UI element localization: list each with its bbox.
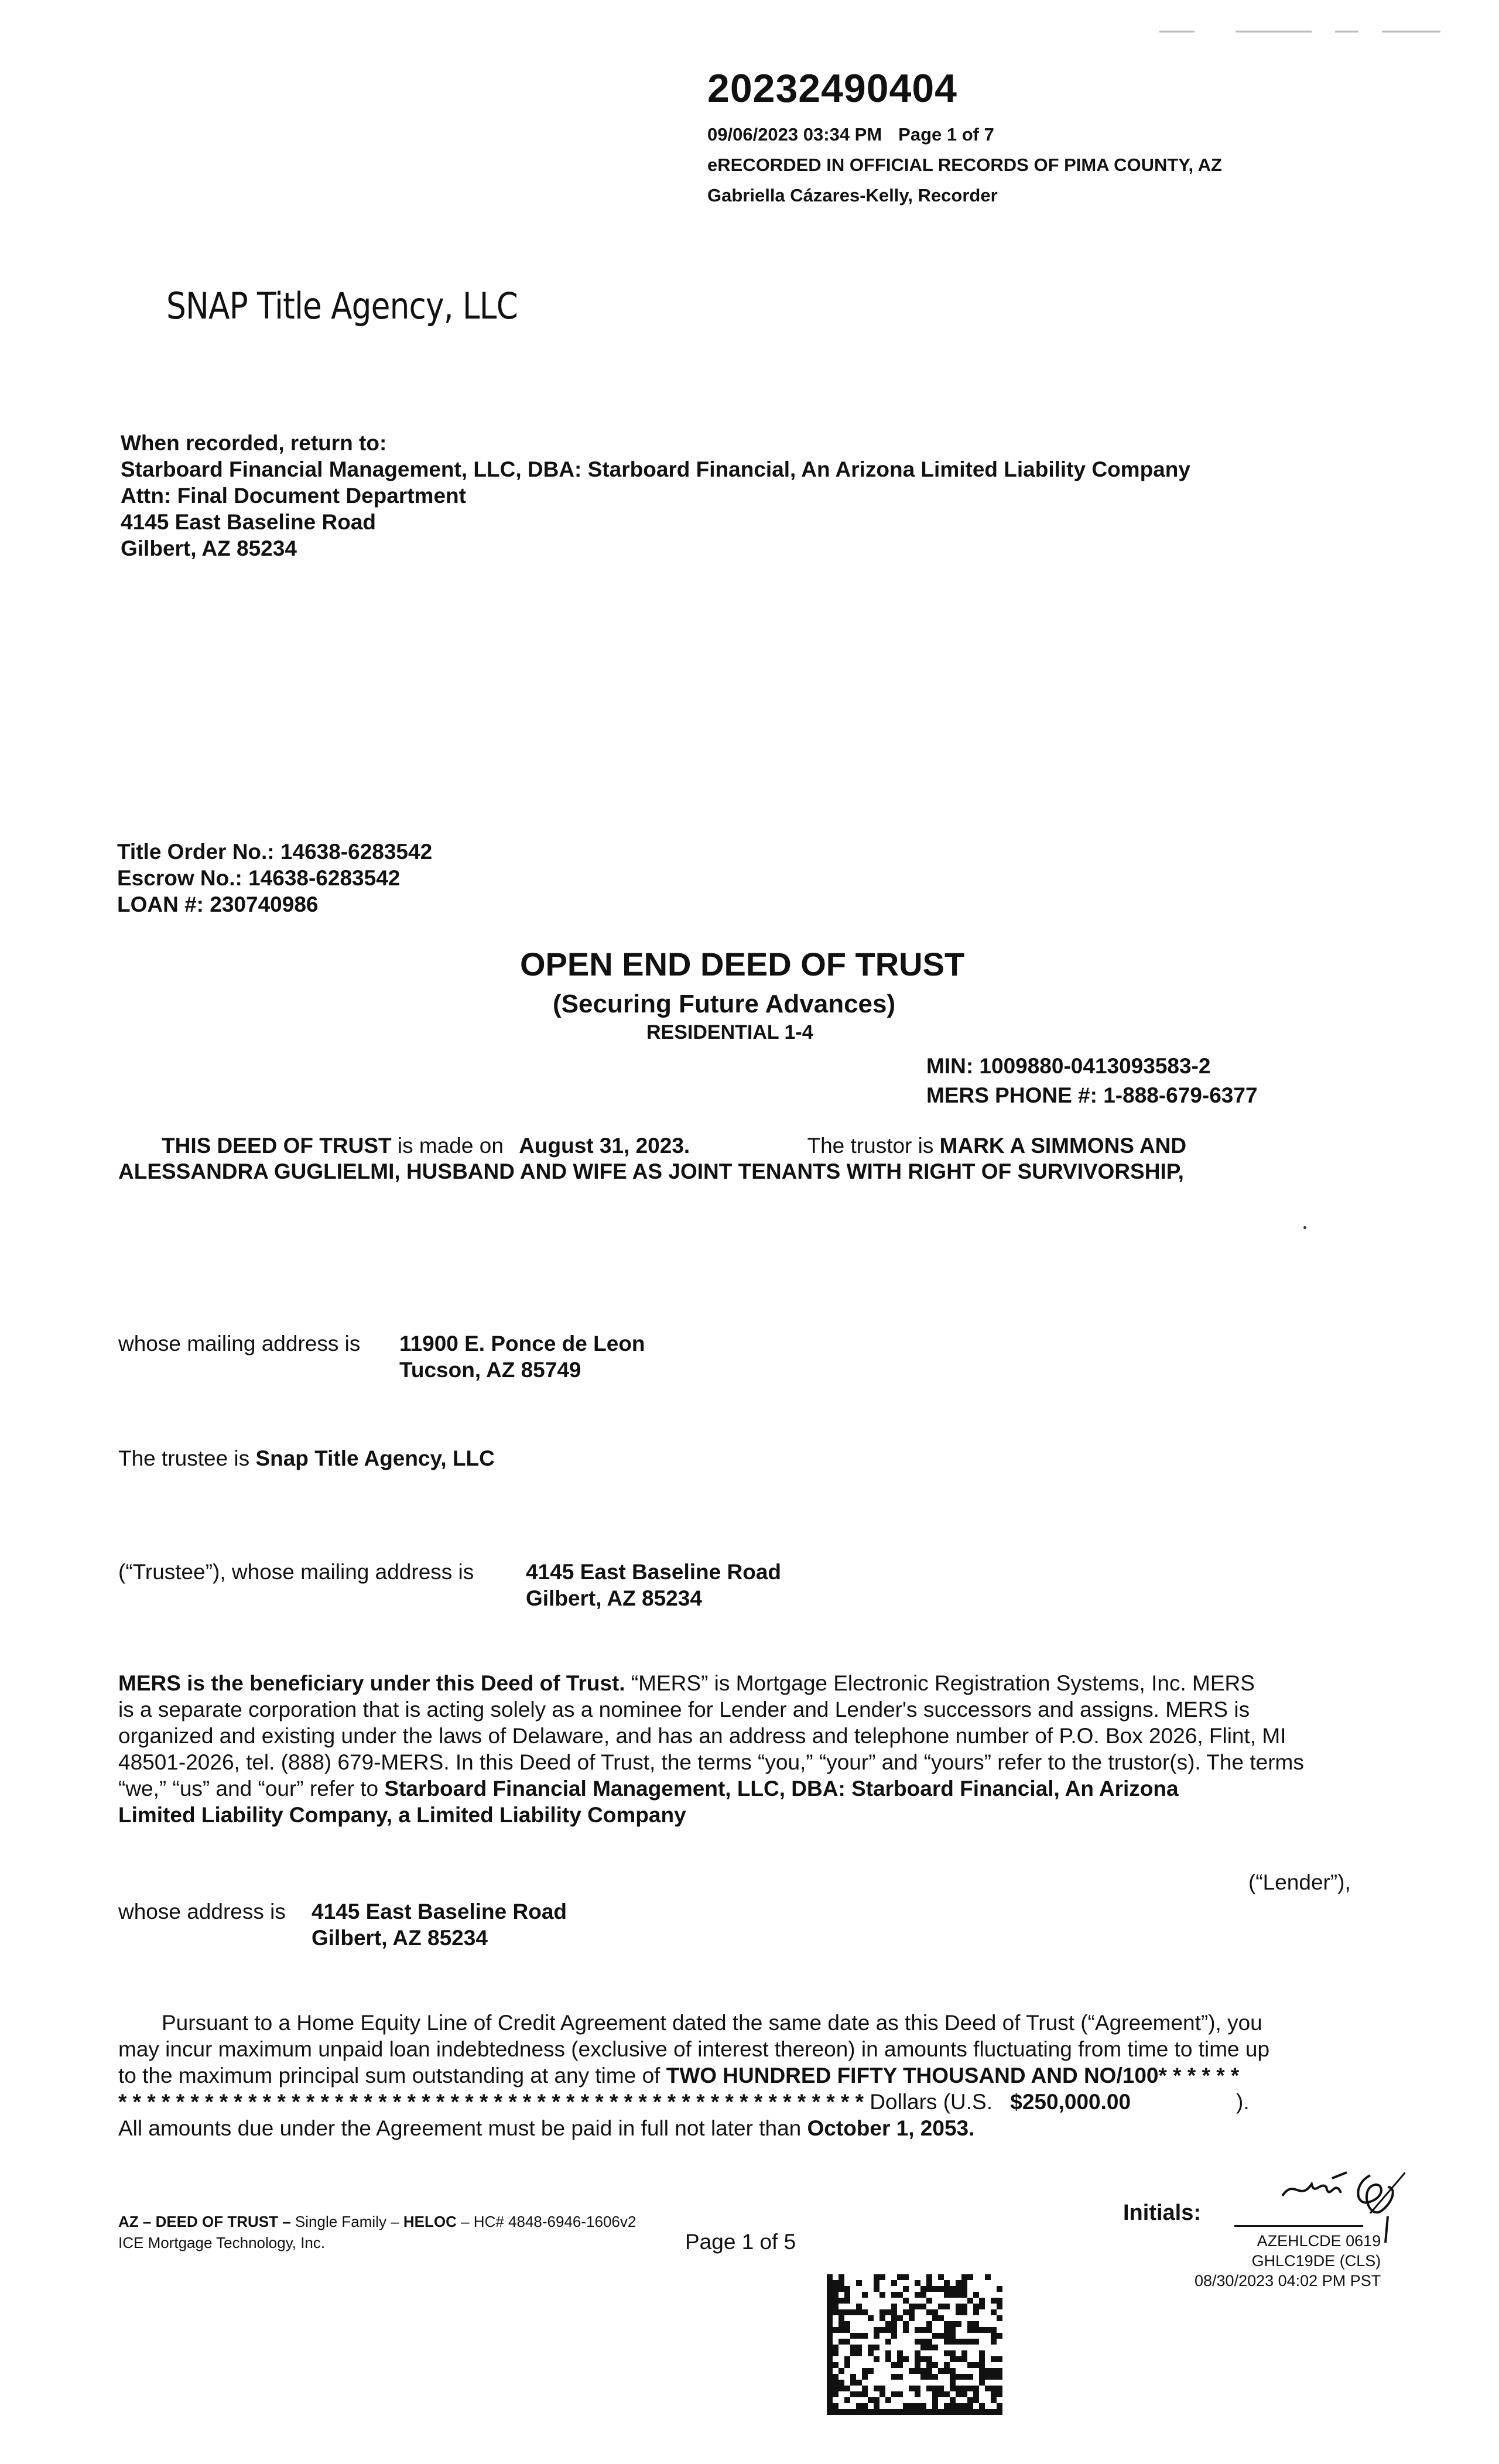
- form-timestamp: 08/30/2023 04:02 PM PST: [1195, 2272, 1381, 2290]
- stamp-recorder: Gabriella Cázares-Kelly, Recorder: [707, 185, 998, 206]
- document-title: OPEN END DEED OF TRUST: [520, 946, 965, 983]
- return-line: Attn: Final Document Department: [121, 484, 466, 508]
- mers-text: organized and existing under the laws of Delaware, and has an address and telephone number of P.O. Box 2026, Flint, MI: [118, 1724, 1286, 1748]
- mailing-label: whose mailing address is: [118, 1332, 361, 1356]
- form-name: AZ – DEED OF TRUST –: [118, 2213, 291, 2230]
- barcode-icon: [827, 2274, 1002, 2415]
- return-line: Gilbert, AZ 85234: [121, 536, 297, 560]
- title-order-number: Title Order No.: 14638-6283542: [117, 840, 433, 864]
- mers-text: “we,” “us” and “our” refer to: [118, 1777, 379, 1801]
- trustee-address-line: 4145 East Baseline Road: [526, 1560, 781, 1584]
- order-info-block: [117, 839, 432, 918]
- form-codes: [1195, 2231, 1381, 2291]
- form-code-1: AZEHLCDE 0619: [1257, 2232, 1381, 2250]
- trustee-address: [526, 1559, 781, 1611]
- page-number: Page 1 of 5: [685, 2230, 796, 2254]
- principal-amount: $250,000.00: [1010, 2090, 1131, 2114]
- mailing-address: [399, 1330, 645, 1383]
- lender-address-line: 4145 East Baseline Road: [312, 1900, 567, 1924]
- mers-text: “MERS” is Mortgage Electronic Registration Systems, Inc. MERS: [625, 1671, 1255, 1695]
- lender-address-line: Gilbert, AZ 85234: [312, 1926, 488, 1950]
- trustee-name: Snap Title Agency, LLC: [255, 1446, 495, 1470]
- trustor-name-continued: ALESSANDRA GUGLIELMI, HUSBAND AND WIFE AS JOINT TENANTS WITH RIGHT OF SURVIVORSHIP,: [118, 1159, 1184, 1183]
- document-type: RESIDENTIAL 1-4: [646, 1021, 813, 1043]
- mers-paragraph: [118, 1670, 1365, 1828]
- form-code: – HC# 4848-6946-1606v2: [456, 2213, 636, 2230]
- amount-filler-stars: * * * * * * * * * * * * * * * * * * * * * * * * * * * * * * * * * * * * * * * * * * * * * * * * * * * *: [118, 2090, 864, 2114]
- recording-stamp: [707, 119, 1222, 211]
- initials-label: Initials:: [1123, 2201, 1202, 2225]
- stamp-page: Page 1 of 7: [898, 124, 994, 145]
- agreement-text: to the maximum principal sum outstanding at any time of: [118, 2063, 660, 2087]
- trustee-label: The trustee is: [118, 1446, 250, 1470]
- lender-address: [312, 1898, 567, 1951]
- agency-header: SNAP Title Agency, LLC: [166, 285, 518, 327]
- mers-text: 48501-2026, tel. (888) 679-MERS. In this Deed of Trust, the terms “you,” “your” and “yours” refer to the trustor(s). The terms: [118, 1750, 1304, 1774]
- mers-text: is a separate corporation that is acting solely as a nominee for Lender and Lender's successors and assigns. MERS is: [118, 1698, 1250, 1722]
- stamp-county: eRECORDED IN OFFICIAL RECORDS OF PIMA COUNTY, AZ: [707, 155, 1222, 175]
- document-subtitle: (Securing Future Advances): [553, 990, 896, 1018]
- return-to-block: [121, 430, 1190, 562]
- dollars-close: ).: [1236, 2090, 1250, 2114]
- trustee-line: [118, 1445, 495, 1471]
- trustee-mailing-label: (“Trustee”), whose mailing address is: [118, 1560, 474, 1584]
- lender-name-continued: Limited Liability Company, a Limited Liability Company: [118, 1803, 686, 1827]
- scan-marks: [1159, 26, 1440, 37]
- form-heloc: HELOC: [403, 2213, 457, 2230]
- mailing-address-line: Tucson, AZ 85749: [399, 1358, 581, 1382]
- return-line: Starboard Financial Management, LLC, DBA: Starboard Financial, An Arizona Limited Liability Company: [121, 457, 1190, 481]
- amount-in-words: TWO HUNDRED FIFTY THOUSAND AND NO/100* * * * * *: [666, 2063, 1240, 2087]
- loan-number: LOAN #: 230740986: [117, 892, 319, 916]
- stamp-date: 09/06/2023 03:34 PM: [707, 124, 882, 145]
- recording-document-number: 20232490404: [707, 66, 958, 111]
- mailing-address-line: 11900 E. Ponce de Leon: [399, 1332, 645, 1356]
- intro-lead: THIS DEED OF TRUST: [162, 1134, 392, 1158]
- intro-made-on: is made on: [397, 1134, 504, 1158]
- form-code-2: GHLC19DE (CLS): [1251, 2252, 1381, 2270]
- trustor-name: MARK A SIMMONS AND: [939, 1134, 1187, 1158]
- return-heading: When recorded, return to:: [121, 431, 387, 455]
- intro-line: [162, 1132, 1186, 1159]
- trustee-address-line: Gilbert, AZ 85234: [526, 1586, 702, 1610]
- mers-info: [926, 1052, 1258, 1110]
- escrow-number: Escrow No.: 14638-6283542: [117, 866, 401, 890]
- trustor-label: The trustor is: [807, 1134, 934, 1158]
- agreement-text: Pursuant to a Home Equity Line of Credit Agreement dated the same date as this Deed of Trust (“Agreement”), you: [162, 2011, 1262, 2035]
- lender-address-label: whose address is: [118, 1900, 286, 1924]
- mers-phone: MERS PHONE #: 1-888-679-6377: [926, 1083, 1258, 1107]
- agreement-paragraph: [118, 2010, 1269, 2141]
- maturity-date: October 1, 2053.: [807, 2116, 975, 2140]
- deed-date: August 31, 2023.: [519, 1134, 690, 1158]
- form-footer: [118, 2211, 636, 2253]
- agreement-text: may incur maximum unpaid loan indebtedness (exclusive of interest thereon) in amounts fluctuating from time to time up: [118, 2037, 1270, 2061]
- mers-lead: MERS is the beneficiary under this Deed of Trust.: [118, 1671, 625, 1695]
- lender-tag: (“Lender”),: [1248, 1870, 1351, 1894]
- form-company: ICE Mortgage Technology, Inc.: [118, 2234, 326, 2251]
- lender-name: Starboard Financial Management, LLC, DBA: Starboard Financial, An Arizona: [384, 1777, 1179, 1801]
- dollars-label: Dollars (U.S.: [870, 2090, 993, 2114]
- return-line: 4145 East Baseline Road: [121, 510, 376, 534]
- form-text: Single Family –: [290, 2213, 403, 2230]
- min-number: MIN: 1009880-0413093583-2: [926, 1054, 1211, 1078]
- due-text: All amounts due under the Agreement must be paid in full not later than: [118, 2116, 802, 2140]
- scan-speck: [1303, 1226, 1306, 1229]
